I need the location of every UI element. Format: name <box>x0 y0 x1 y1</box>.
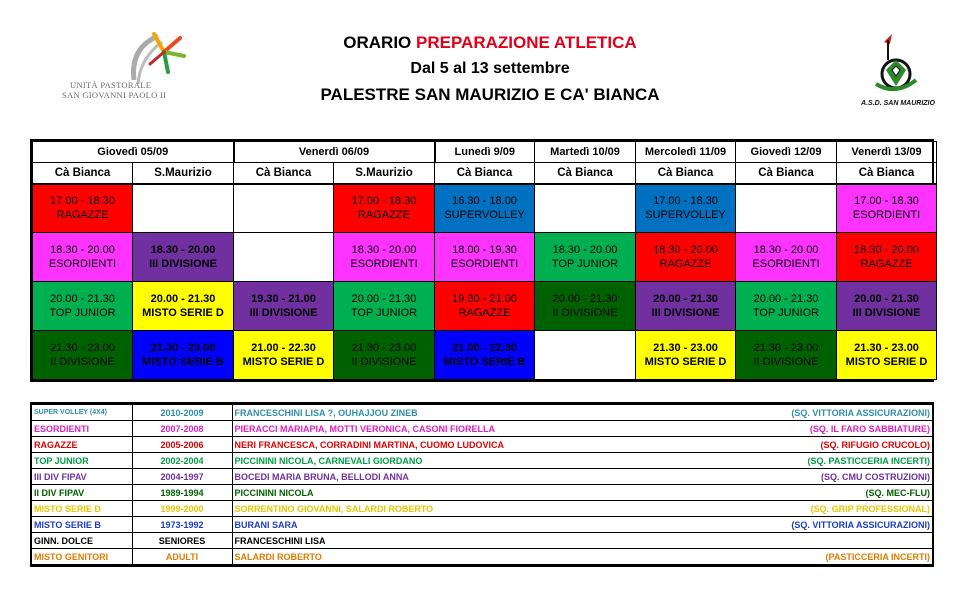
legend-category: RAGAZZE <box>32 437 132 453</box>
slot-group: ESORDIENTI <box>48 258 117 270</box>
slot-time: 18.30 - 20.00 <box>753 244 819 256</box>
slot-time: 21.30 - 23.00 <box>753 342 819 354</box>
venue-header: Cà Bianca <box>435 163 535 184</box>
slot-group: MISTO SERIE B <box>142 356 224 368</box>
slot-group: MISTO SERIE D <box>644 356 727 368</box>
legend-category: SUPER VOLLEY (4X4) <box>32 405 132 421</box>
venues-title: PALESTRE SAN MAURIZIO E CA' BIANCA <box>320 85 660 104</box>
slot-time: 21.30 - 23.00 <box>50 342 115 354</box>
training-slot <box>636 282 736 331</box>
slot-group: II DIVISIONE <box>552 307 618 319</box>
venue-header: S.Maurizio <box>133 163 234 184</box>
legend-coaches: SORRENTINO GIOVANNI, SALARDI ROBERTO <box>232 501 632 517</box>
slot-group: II DIVISIONE <box>351 356 417 368</box>
training-slot <box>133 282 234 331</box>
training-slot <box>334 331 435 380</box>
training-slot <box>535 233 636 282</box>
teams-legend <box>30 402 934 567</box>
slot-group: SUPERVOLLEY <box>645 209 726 222</box>
legend-coaches: FRANCESCHINI LISA ?, OUHAJJOU ZINEB <box>232 405 632 421</box>
slot-time: 17.00 - 18.30 <box>854 195 919 208</box>
legend-coaches: PICCININI NICOLA <box>232 485 632 501</box>
training-slot <box>837 331 937 380</box>
legend-coaches: NERI FRANCESCA, CORRADINI MARTINA, CUOMO LUDOVICA <box>232 437 632 453</box>
schedule-table <box>30 139 934 382</box>
slot-group: MISTO SERIE B <box>443 356 526 368</box>
legend-row <box>32 533 932 549</box>
legend-row <box>32 469 932 485</box>
legend-coaches: PIERACCI MARIAPIA, MOTTI VERONICA, CASONI FIORELLA <box>232 421 632 437</box>
title-prefix: ORARIO <box>343 33 412 52</box>
training-slot <box>435 233 535 282</box>
legend-category: ESORDIENTI <box>32 421 132 437</box>
legend-row <box>32 485 932 501</box>
training-slot <box>33 184 133 233</box>
venue-header: Cà Bianca <box>33 163 133 184</box>
legend-row <box>32 501 932 517</box>
empty-slot <box>234 233 334 282</box>
slot-time: 17.00 - 18.30 <box>50 195 115 208</box>
legend-row <box>32 421 932 437</box>
training-slot <box>435 282 535 331</box>
legend-sponsor: (PASTICCERIA INCERTI) <box>632 549 932 565</box>
legend-category: III DIV FIPAV <box>32 469 132 485</box>
venue-header: Cà Bianca <box>837 163 937 184</box>
legend-years: ADULTI <box>132 549 232 565</box>
legend-category: MISTO GENITORI <box>32 549 132 565</box>
slot-time: 20.00 - 21.30 <box>753 293 819 305</box>
training-slot <box>33 233 133 282</box>
slot-time: 20.00 - 21.30 <box>854 293 919 305</box>
slot-group: MISTO SERIE D <box>845 356 928 368</box>
legend-category: GINN. DOLCE <box>32 533 132 549</box>
schedule-row <box>33 282 937 331</box>
slot-group: MISTO SERIE D <box>242 356 325 368</box>
slot-time: 21.30 - 23.00 <box>351 342 417 354</box>
slot-time: 18.30 - 20.00 <box>50 244 115 256</box>
pastoral-unit-emblem-icon <box>128 28 188 88</box>
training-slot <box>636 184 736 233</box>
slot-group: TOP JUNIOR <box>49 307 116 319</box>
slot-group: ESORDIENTI <box>350 258 418 270</box>
training-slot <box>736 282 837 331</box>
training-slot <box>435 331 535 380</box>
schedule-row <box>33 184 937 233</box>
day-header: Mercoledì 11/09 <box>636 142 736 163</box>
club-logo <box>858 30 938 112</box>
legend-sponsor: (SQ. GRIP PROFESSIONAL) <box>632 501 932 517</box>
day-header: Venerdì 06/09 <box>234 142 435 163</box>
legend-years: 2007-2008 <box>132 421 232 437</box>
slot-group: TOP JUNIOR <box>752 307 820 319</box>
venue-header: Cà Bianca <box>736 163 837 184</box>
slot-group: II DIVISIONE <box>753 356 819 368</box>
title-highlight: PREPARAZIONE ATLETICA <box>416 33 637 52</box>
training-slot <box>334 184 435 233</box>
slot-group: RAGAZZE <box>358 209 410 222</box>
slot-group: TOP JUNIOR <box>551 258 619 270</box>
slot-time: 21.30 - 23.00 <box>150 342 216 354</box>
slot-time: 19.30 - 21.00 <box>452 293 517 305</box>
empty-slot <box>133 184 234 233</box>
slot-time: 21.30 - 23.00 <box>653 342 718 354</box>
legend-row <box>32 405 932 421</box>
training-slot <box>234 282 334 331</box>
empty-slot <box>535 331 636 380</box>
training-slot <box>736 233 837 282</box>
days-row <box>33 142 937 163</box>
legend-sponsor: (SQ. PASTICCERIA INCERTI) <box>632 453 932 469</box>
slot-time: 20.00 - 21.30 <box>653 293 718 305</box>
training-slot <box>133 233 234 282</box>
training-slot <box>334 282 435 331</box>
legend-years: 2004-1997 <box>132 469 232 485</box>
slot-group: MISTO SERIE D <box>142 307 224 319</box>
slot-rows <box>33 184 937 380</box>
legend-sponsor <box>632 533 932 549</box>
legend-years: 2002-2004 <box>132 453 232 469</box>
schedule-row <box>33 331 937 380</box>
training-slot <box>636 331 736 380</box>
slot-group: ESORDIENTI <box>450 258 519 270</box>
legend-sponsor: (SQ. MEC-FLU) <box>632 485 932 501</box>
day-header: Giovedì 12/09 <box>736 142 837 163</box>
legend-row <box>32 549 932 565</box>
slot-time: 19.30 - 21.00 <box>251 293 316 305</box>
page-title-block <box>240 30 740 108</box>
legend-coaches: BOCEDI MARIA BRUNA, BELLODI ANNA <box>232 469 632 485</box>
club-emblem-icon <box>858 30 938 98</box>
logo-line-2: SAN GIOVANNI PAOLO II <box>62 90 167 100</box>
legend-coaches: PICCININI NICOLA, CARNEVALI GIORDANO <box>232 453 632 469</box>
slot-group: III DIVISIONE <box>149 258 217 270</box>
legend-coaches: FRANCESCHINI LISA <box>232 533 632 549</box>
parish-logo <box>48 28 198 108</box>
training-slot <box>837 184 937 233</box>
training-slot <box>837 282 937 331</box>
slot-group: SUPERVOLLEY <box>444 209 525 222</box>
legend-category: MISTO SERIE B <box>32 517 132 533</box>
training-slot <box>234 331 334 380</box>
slot-time: 17.00 - 18.30 <box>653 195 718 208</box>
training-slot <box>133 331 234 380</box>
schedule-row <box>33 233 937 282</box>
day-header: Venerdì 13/09 <box>837 142 937 163</box>
date-range: Dal 5 al 13 settembre <box>410 60 570 77</box>
slot-group: III DIVISIONE <box>651 307 720 319</box>
slot-time: 17.00 - 18.30 <box>351 195 417 208</box>
legend-years: 1999-2000 <box>132 501 232 517</box>
legend-category: MISTO SERIE D <box>32 501 132 517</box>
legend-sponsor: (SQ. RIFUGIO CRUCOLO) <box>632 437 932 453</box>
venue-header: S.Maurizio <box>334 163 435 184</box>
training-slot <box>33 331 133 380</box>
legend-row <box>32 453 932 469</box>
empty-slot <box>234 184 334 233</box>
empty-slot <box>535 184 636 233</box>
legend-rows <box>32 405 932 565</box>
slot-group: II DIVISIONE <box>50 356 115 368</box>
logo-line-1: UNITÀ PASTORALE <box>70 80 152 90</box>
training-slot <box>535 282 636 331</box>
slot-group: III DIVISIONE <box>249 307 318 319</box>
legend-coaches: SALARDI ROBERTO <box>232 549 632 565</box>
venue-header: Cà Bianca <box>636 163 736 184</box>
legend-category: TOP JUNIOR <box>32 453 132 469</box>
slot-time: 20.00 - 21.30 <box>351 293 417 305</box>
legend-sponsor: (SQ. VITTORIA ASSICURAZIONI) <box>632 517 932 533</box>
legend-coaches: BURANI SARA <box>232 517 632 533</box>
venues-row <box>33 163 937 184</box>
slot-group: III DIVISIONE <box>852 307 921 319</box>
training-slot <box>636 233 736 282</box>
training-slot <box>33 282 133 331</box>
legend-sponsor: (SQ. CMU COSTRUZIONI) <box>632 469 932 485</box>
slot-time: 18.30 - 20.00 <box>854 244 919 256</box>
slot-time: 18.00 - 19.30 <box>452 244 517 256</box>
venue-header: Cà Bianca <box>535 163 636 184</box>
legend-years: 1973-1992 <box>132 517 232 533</box>
slot-time: 20.00 - 21.30 <box>50 293 115 305</box>
slot-group: RAGAZZE <box>659 258 712 270</box>
legend-sponsor: (SQ. IL FARO SABBIATURE) <box>632 421 932 437</box>
empty-slot <box>736 184 837 233</box>
slot-group: ESORDIENTI <box>852 209 921 222</box>
day-header: Martedì 10/09 <box>535 142 636 163</box>
legend-years: SENIORES <box>132 533 232 549</box>
legend-row <box>32 437 932 453</box>
page-title <box>240 30 740 56</box>
slot-time: 20.00 - 21.30 <box>150 293 216 305</box>
slot-time: 16.30 - 18.00 <box>452 195 517 208</box>
slot-group: TOP JUNIOR <box>350 307 418 319</box>
slot-group: RAGAZZE <box>56 209 109 222</box>
legend-years: 1989-1994 <box>132 485 232 501</box>
slot-group: RAGAZZE <box>860 258 913 270</box>
slot-time: 21.00 - 22.30 <box>251 342 316 354</box>
slot-time: 20.00 - 21.30 <box>552 293 618 305</box>
slot-time: 21.00 - 22.30 <box>452 342 517 354</box>
slot-time: 18.30 - 20.00 <box>552 244 618 256</box>
training-slot <box>435 184 535 233</box>
legend-sponsor: (SQ. VITTORIA ASSICURAZIONI) <box>632 405 932 421</box>
day-header: Lunedì 9/09 <box>435 142 535 163</box>
venue-header: Cà Bianca <box>234 163 334 184</box>
training-slot <box>736 331 837 380</box>
slot-group: ESORDIENTI <box>752 258 820 270</box>
slot-time: 18.30 - 20.00 <box>653 244 718 256</box>
slot-group: RAGAZZE <box>458 307 511 319</box>
legend-category: II DIV FIPAV <box>32 485 132 501</box>
legend-years: 2005-2006 <box>132 437 232 453</box>
slot-time: 18.30 - 20.00 <box>150 244 216 256</box>
slot-time: 18.30 - 20.00 <box>351 244 417 256</box>
legend-years: 2010-2009 <box>132 405 232 421</box>
slot-time: 21.30 - 23.00 <box>854 342 919 354</box>
day-header: Giovedì 05/09 <box>33 142 234 163</box>
training-slot <box>837 233 937 282</box>
club-logo-caption: A.S.D. SAN MAURIZIO <box>861 100 935 107</box>
legend-row <box>32 517 932 533</box>
training-slot <box>334 233 435 282</box>
